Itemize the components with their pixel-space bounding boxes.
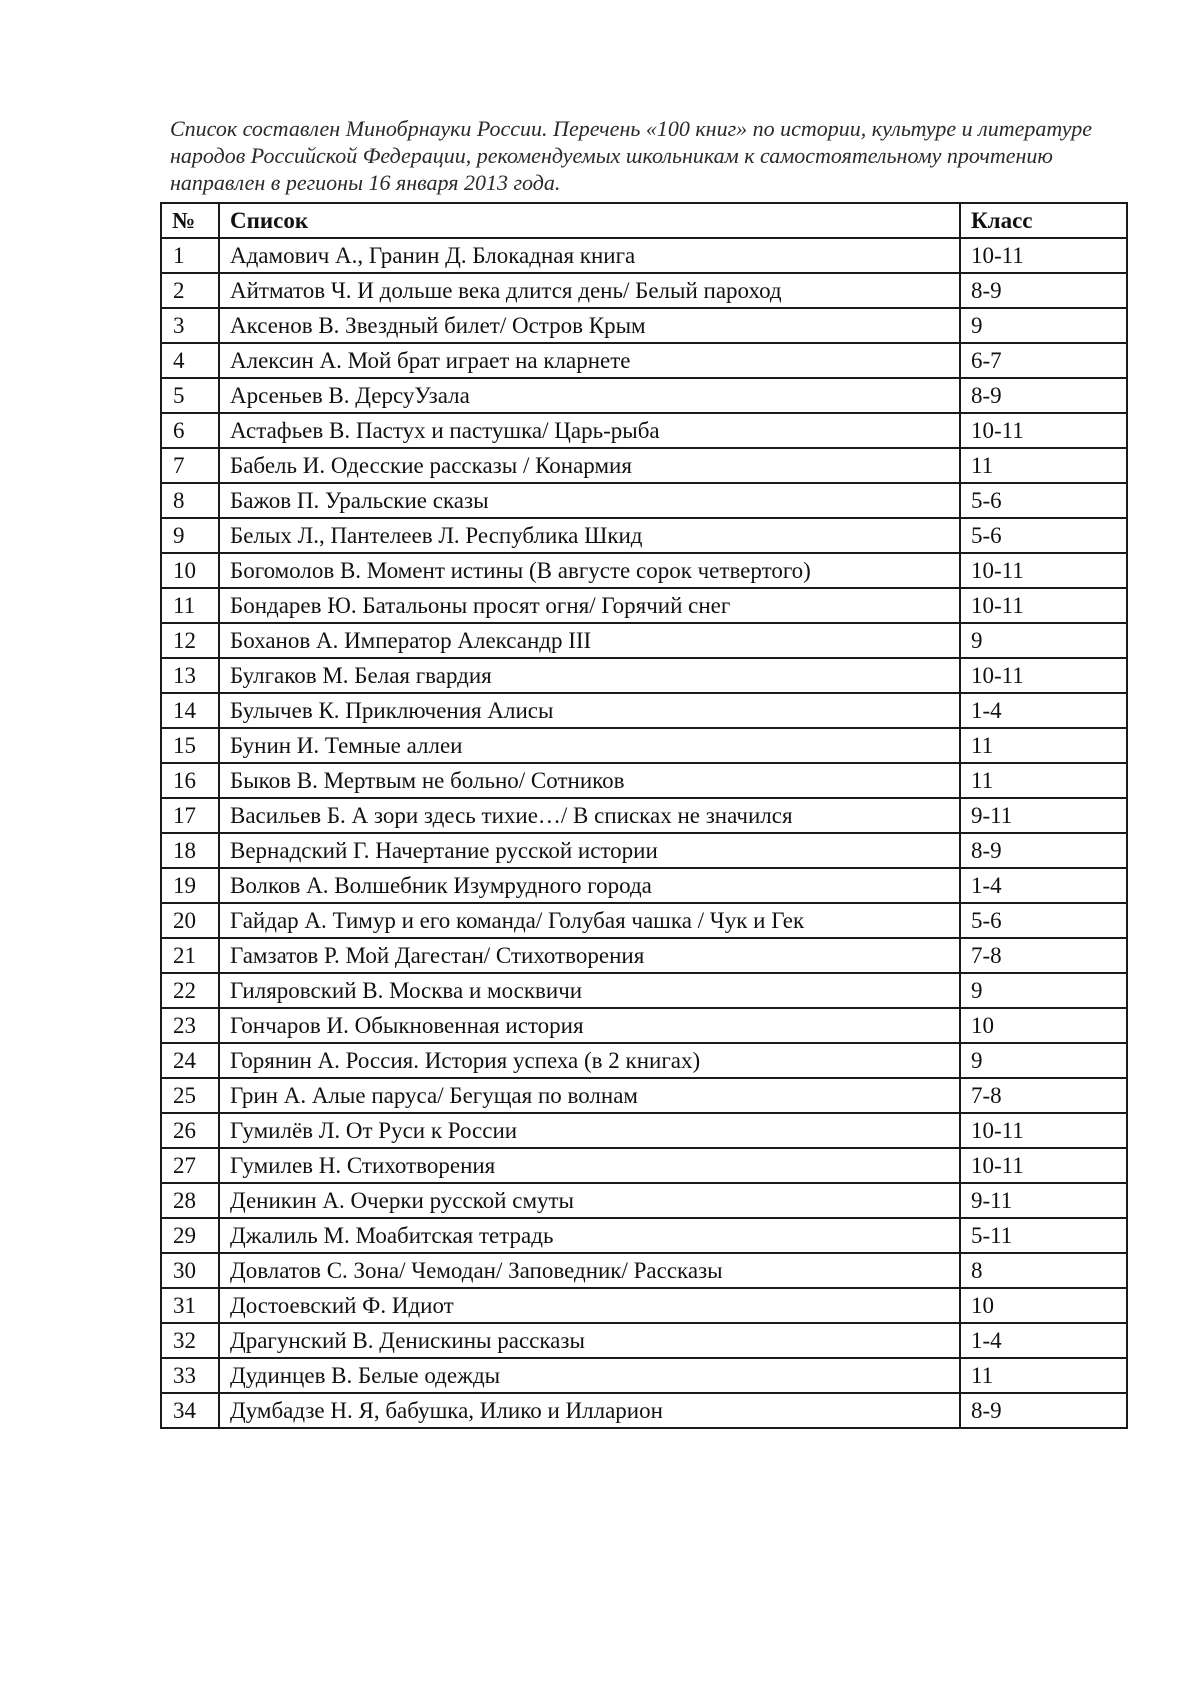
row-title: Васильев Б. А зори здесь тихие…/ В списках не значился — [219, 798, 960, 833]
table-row — [161, 728, 1127, 763]
row-grade: 1-4 — [960, 693, 1127, 728]
row-number: 7 — [161, 448, 219, 483]
table-row — [161, 238, 1127, 273]
row-grade: 10-11 — [960, 658, 1127, 693]
row-grade: 7-8 — [960, 938, 1127, 973]
row-grade: 11 — [960, 1358, 1127, 1393]
table-row — [161, 763, 1127, 798]
row-grade: 5-11 — [960, 1218, 1127, 1253]
row-title: Бажов П. Уральские сказы — [219, 483, 960, 518]
row-number: 12 — [161, 623, 219, 658]
row-number: 22 — [161, 973, 219, 1008]
table-row — [161, 308, 1127, 343]
row-grade: 8-9 — [960, 378, 1127, 413]
table-body — [161, 238, 1127, 1428]
row-grade: 8-9 — [960, 273, 1127, 308]
row-number: 11 — [161, 588, 219, 623]
table-row — [161, 1323, 1127, 1358]
table-row — [161, 553, 1127, 588]
row-number: 32 — [161, 1323, 219, 1358]
row-grade: 10-11 — [960, 1113, 1127, 1148]
row-number: 31 — [161, 1288, 219, 1323]
row-grade: 9 — [960, 1043, 1127, 1078]
row-title: Горянин А. Россия. История успеха (в 2 книгах) — [219, 1043, 960, 1078]
row-number: 26 — [161, 1113, 219, 1148]
row-number: 4 — [161, 343, 219, 378]
row-grade: 11 — [960, 763, 1127, 798]
row-grade: 6-7 — [960, 343, 1127, 378]
row-title: Гиляровский В. Москва и москвичи — [219, 973, 960, 1008]
row-title: Булгаков М. Белая гвардия — [219, 658, 960, 693]
row-title: Джалиль М. Моабитская тетрадь — [219, 1218, 960, 1253]
row-number: 34 — [161, 1393, 219, 1428]
row-number: 10 — [161, 553, 219, 588]
row-grade: 1-4 — [960, 1323, 1127, 1358]
table-row — [161, 343, 1127, 378]
row-number: 30 — [161, 1253, 219, 1288]
row-grade: 8-9 — [960, 833, 1127, 868]
table-row — [161, 273, 1127, 308]
table-row — [161, 1183, 1127, 1218]
table-row — [161, 798, 1127, 833]
row-title: Аксенов В. Звездный билет/ Остров Крым — [219, 308, 960, 343]
table-row — [161, 903, 1127, 938]
row-grade: 7-8 — [960, 1078, 1127, 1113]
row-title: Драгунский В. Денискины рассказы — [219, 1323, 960, 1358]
row-grade: 8-9 — [960, 1393, 1127, 1428]
table-row — [161, 1253, 1127, 1288]
row-title: Арсеньев В. ДерсуУзала — [219, 378, 960, 413]
row-number: 21 — [161, 938, 219, 973]
row-number: 2 — [161, 273, 219, 308]
row-grade: 9 — [960, 623, 1127, 658]
row-number: 6 — [161, 413, 219, 448]
row-title: Быков В. Мертвым не больно/ Сотников — [219, 763, 960, 798]
row-title: Айтматов Ч. И дольше века длится день/ Белый пароход — [219, 273, 960, 308]
row-number: 27 — [161, 1148, 219, 1183]
row-grade: 9-11 — [960, 798, 1127, 833]
table-row — [161, 1358, 1127, 1393]
row-grade: 1-4 — [960, 868, 1127, 903]
row-grade: 11 — [960, 728, 1127, 763]
table-row — [161, 378, 1127, 413]
book-list-table — [160, 202, 1128, 1429]
row-grade: 9 — [960, 308, 1127, 343]
row-grade: 10 — [960, 1288, 1127, 1323]
table-row — [161, 1288, 1127, 1323]
row-number: 20 — [161, 903, 219, 938]
table-row — [161, 1008, 1127, 1043]
row-title: Дудинцев В. Белые одежды — [219, 1358, 960, 1393]
row-title: Бондарев Ю. Батальоны просят огня/ Горячий снег — [219, 588, 960, 623]
header-number: № — [161, 203, 219, 238]
table-row — [161, 1393, 1127, 1428]
row-title: Бабель И. Одесские рассказы / Конармия — [219, 448, 960, 483]
table-row — [161, 938, 1127, 973]
row-grade: 10 — [960, 1008, 1127, 1043]
row-title: Деникин А. Очерки русской смуты — [219, 1183, 960, 1218]
header-list: Список — [219, 203, 960, 238]
table-row — [161, 483, 1127, 518]
row-grade: 10-11 — [960, 588, 1127, 623]
table-row — [161, 833, 1127, 868]
row-title: Адамович А., Гранин Д. Блокадная книга — [219, 238, 960, 273]
row-number: 23 — [161, 1008, 219, 1043]
table-row — [161, 1148, 1127, 1183]
row-grade: 11 — [960, 448, 1127, 483]
table-row — [161, 868, 1127, 903]
table-row — [161, 413, 1127, 448]
table-row — [161, 1043, 1127, 1078]
row-title: Вернадский Г. Начертание русской истории — [219, 833, 960, 868]
row-number: 15 — [161, 728, 219, 763]
table-row — [161, 623, 1127, 658]
row-title: Гамзатов Р. Мой Дагестан/ Стихотворения — [219, 938, 960, 973]
row-number: 18 — [161, 833, 219, 868]
row-grade: 10-11 — [960, 238, 1127, 273]
row-number: 5 — [161, 378, 219, 413]
table-row — [161, 1078, 1127, 1113]
row-title: Гайдар А. Тимур и его команда/ Голубая чашка / Чук и Гек — [219, 903, 960, 938]
row-number: 1 — [161, 238, 219, 273]
row-title: Гончаров И. Обыкновенная история — [219, 1008, 960, 1043]
row-grade: 5-6 — [960, 903, 1127, 938]
row-number: 28 — [161, 1183, 219, 1218]
table-row — [161, 588, 1127, 623]
row-grade: 10-11 — [960, 553, 1127, 588]
row-title: Боханов А. Император Александр III — [219, 623, 960, 658]
row-number: 8 — [161, 483, 219, 518]
row-title: Астафьев В. Пастух и пастушка/ Царь-рыба — [219, 413, 960, 448]
row-title: Грин А. Алые паруса/ Бегущая по волнам — [219, 1078, 960, 1113]
row-title: Богомолов В. Момент истины (В августе сорок четвертого) — [219, 553, 960, 588]
row-number: 25 — [161, 1078, 219, 1113]
row-title: Булычев К. Приключения Алисы — [219, 693, 960, 728]
row-number: 9 — [161, 518, 219, 553]
row-title: Белых Л., Пантелеев Л. Республика Шкид — [219, 518, 960, 553]
row-number: 24 — [161, 1043, 219, 1078]
table-header-row — [161, 203, 1127, 238]
table-row — [161, 1218, 1127, 1253]
row-grade: 5-6 — [960, 483, 1127, 518]
table-row — [161, 1113, 1127, 1148]
row-grade: 5-6 — [960, 518, 1127, 553]
row-grade: 8 — [960, 1253, 1127, 1288]
row-number: 3 — [161, 308, 219, 343]
row-title: Достоевский Ф. Идиот — [219, 1288, 960, 1323]
row-number: 29 — [161, 1218, 219, 1253]
row-number: 33 — [161, 1358, 219, 1393]
row-number: 14 — [161, 693, 219, 728]
table-row — [161, 973, 1127, 1008]
row-grade: 10-11 — [960, 1148, 1127, 1183]
row-number: 16 — [161, 763, 219, 798]
row-title: Гумилев Н. Стихотворения — [219, 1148, 960, 1183]
table-row — [161, 448, 1127, 483]
row-grade: 10-11 — [960, 413, 1127, 448]
table-row — [161, 693, 1127, 728]
row-number: 19 — [161, 868, 219, 903]
row-title: Думбадзе Н. Я, бабушка, Илико и Илларион — [219, 1393, 960, 1428]
row-number: 17 — [161, 798, 219, 833]
table-row — [161, 658, 1127, 693]
row-title: Алексин А. Мой брат играет на кларнете — [219, 343, 960, 378]
row-grade: 9 — [960, 973, 1127, 1008]
row-number: 13 — [161, 658, 219, 693]
row-grade: 9-11 — [960, 1183, 1127, 1218]
row-title: Гумилёв Л. От Руси к России — [219, 1113, 960, 1148]
header-grade: Класс — [960, 203, 1127, 238]
table-row — [161, 518, 1127, 553]
intro-paragraph: Список составлен Минобрнауки России. Перечень «100 книг» по истории, культуре и литературе народов Российской Федерации, рекомендуемых школьникам к самостоятельному прочтению направлен в регионы 16 января 2013 года. — [170, 116, 1092, 195]
row-title: Довлатов С. Зона/ Чемодан/ Заповедник/ Рассказы — [219, 1253, 960, 1288]
row-title: Бунин И. Темные аллеи — [219, 728, 960, 763]
row-title: Волков А. Волшебник Изумрудного города — [219, 868, 960, 903]
